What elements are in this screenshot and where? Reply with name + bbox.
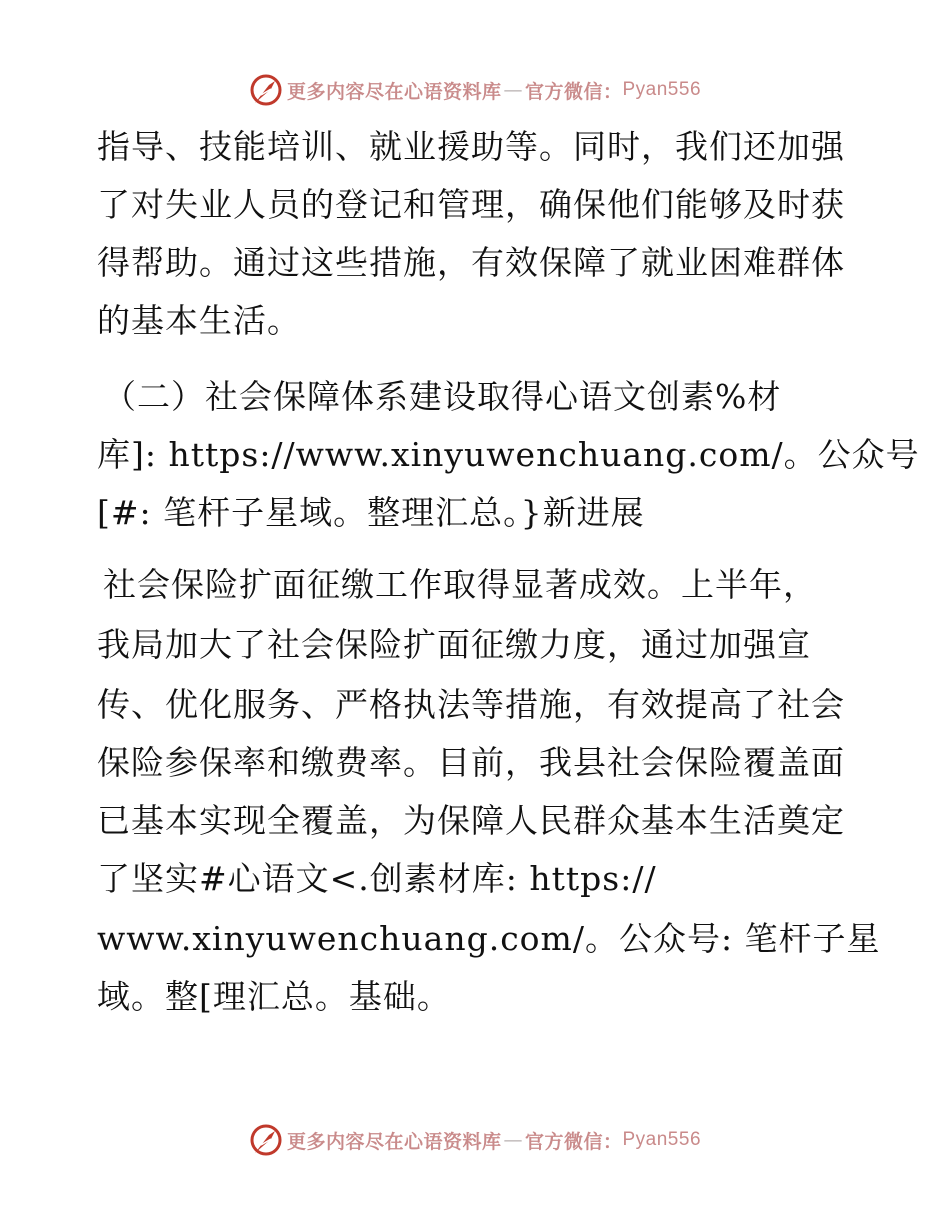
body-line: 了坚实#心语文<.创素材库: https:// <box>97 859 657 898</box>
body-line: 已基本实现全覆盖，为保障人民群众基本生活奠定 <box>97 801 845 840</box>
watermark-sub-text: 官方微信： <box>524 1130 623 1153</box>
body-line: 保险参保率和缴费率。目前，我县社会保险覆盖面 <box>97 743 845 782</box>
watermark-main-text: 更多内容尽在心语资料库 <box>286 1130 502 1153</box>
watermark-id: Pyan556 <box>622 1129 702 1150</box>
pen-nib-logo-icon <box>249 73 283 107</box>
body-line: 了对失业人员的登记和管理，确保他们能够及时获 <box>97 185 845 224</box>
body-line: 传、优化服务、严格执法等措施，有效提高了社会 <box>97 685 845 724</box>
watermark-id: Pyan556 <box>622 79 702 100</box>
body-line: 得帮助。通过这些措施，有效保障了就业困难群体 <box>97 243 845 282</box>
watermark-dash: — <box>503 79 523 101</box>
watermark-sub-text: 官方微信： <box>524 80 623 103</box>
body-line: 指导、技能培训、就业援助等。同时，我们还加强 <box>97 127 845 166</box>
body-line: 我局加大了社会保险扩面征缴力度，通过加强宣 <box>97 625 811 664</box>
pen-nib-logo-icon <box>249 1123 283 1157</box>
body-line: 域。整[理汇总。基础。 <box>97 977 451 1016</box>
watermark-dash: — <box>503 1129 523 1151</box>
header-watermark <box>0 70 950 110</box>
footer-watermark <box>0 1120 950 1160</box>
body-line: 库]: https://www.xinyuwenchuang.com/。公众号 <box>97 435 920 474</box>
watermark-main-text: 更多内容尽在心语资料库 <box>286 80 502 103</box>
body-line: [#: 笔杆子星域。整理汇总。}新进展 <box>97 493 645 532</box>
section-heading: （二）社会保障体系建设取得心语文创素%材 <box>103 377 782 416</box>
body-line: 社会保险扩面征缴工作取得显著成效。上半年， <box>103 565 817 604</box>
body-line: 的基本生活。 <box>97 301 301 340</box>
body-line: www.xinyuwenchuang.com/。公众号: 笔杆子星 <box>97 919 881 958</box>
